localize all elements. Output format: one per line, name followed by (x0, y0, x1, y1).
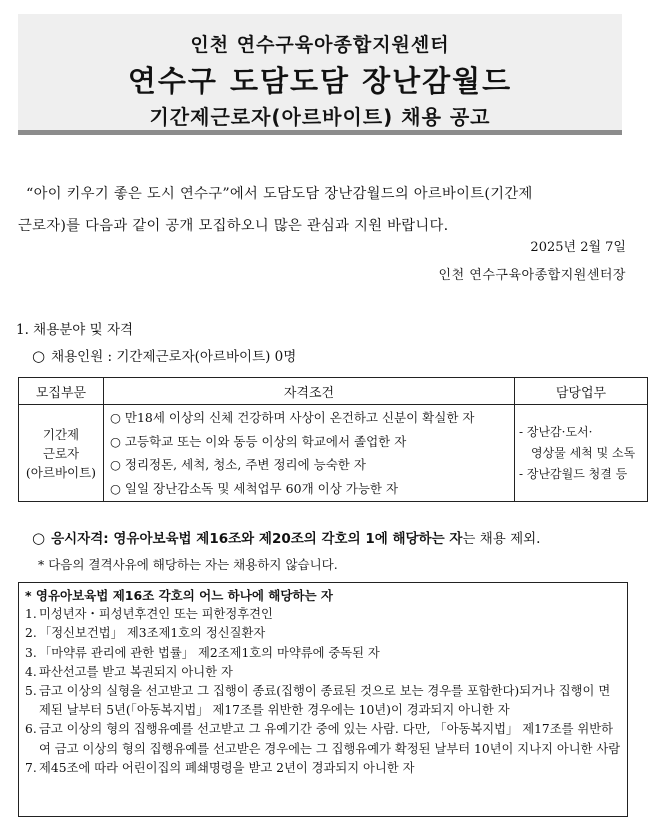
condition-item: ○ 일일 장난감소독 및 세척업무 60개 이상 가능한 자 (110, 480, 399, 496)
circle-bullet: ○ (32, 347, 46, 365)
page-subtitle: 기간제근로자(아르바이트) 채용 공고 (149, 105, 491, 129)
dept-line: (아르바이트) (25, 464, 97, 480)
condition-item: ○ 고등학교 또는 이와 동등 이상의 학교에서 졸업한 자 (110, 433, 407, 449)
list-item (25, 682, 621, 720)
intro-paragraph (18, 178, 628, 242)
condition-item: ○ 정리정돈, 세척, 청소, 주변 정리에 능숙한 자 (110, 457, 366, 472)
list-item (25, 624, 621, 643)
conditions-cell (104, 405, 515, 502)
item-number: 3. (25, 645, 37, 660)
item-text: 금고 이상의 실형을 선고받고 그 집행이 종료(집행이 종료된 것으로 보는 경우를 포함한다)되거나 집행이 면제된 날부터 5년(「아동복지법」 제17조를 위반한 경우에는 10년)이 경과되지 아니한 자 (39, 684, 611, 718)
list-item (25, 663, 621, 682)
dept-cell (19, 405, 104, 502)
header-conditions: 자격조건 (104, 378, 515, 405)
duty-item: - 장난감월드 청결 등 (519, 466, 628, 481)
item-text: 파산선고를 받고 복권되지 아니한 자 (39, 664, 233, 679)
table-row (19, 405, 648, 502)
item-text: 제45조에 따라 어린이집의 폐쇄명령을 받고 2년이 경과되지 아니한 자 (39, 760, 415, 775)
title-box (18, 14, 622, 135)
list-item (25, 759, 621, 778)
intro-line-2: 근로자)를 다음과 같이 공개 모집하오니 많은 관심과 지원 바랍니다. (18, 218, 449, 234)
header-dept: 모집부문 (19, 378, 104, 405)
list-item (25, 644, 621, 663)
item-number: 2. (25, 626, 37, 641)
item-text: 「정신보건법」 제3조제1호의 정신질환자 (39, 626, 266, 641)
item-text: 미성년자・피성년후견인 또는 피한정후견인 (39, 607, 273, 622)
item-text: 금고 이상의 형의 집행유예를 선고받고 그 유예기간 중에 있는 사람. 다만, 「아동복지법」 제17조를 위반하여 금고 이상의 형의 집행유예를 선고받은 경우에는 그 집행유예가 확정된 날부터 10년이 지나지 아니한 사람 (39, 722, 621, 756)
header-duties: 담당업무 (515, 378, 648, 405)
dept-line: 근로자 (42, 445, 80, 461)
announcement-date: 2025년 2월 7일 (530, 240, 626, 255)
intro-line-1: “아이 키우기 좋은 도시 연수구”에서 도담도담 장난감월드의 아르바이트(기간제 (26, 186, 533, 202)
item-number: 1. (25, 607, 37, 622)
duty-item: 영상물 세척 및 소독 (531, 445, 636, 460)
list-item (25, 720, 621, 758)
page-title: 연수구 도담도담 장난감월드 (127, 64, 513, 98)
duties-cell (515, 405, 648, 502)
table-header-row (19, 378, 648, 405)
org-name: 인천 연수구육아종합지원센터 (190, 34, 450, 56)
dept-line: 기간제 (42, 426, 80, 442)
section-heading: 1. 채용분야 및 자격 (16, 322, 134, 338)
recruit-text: 채용인원 : 기간제근로자(아르바이트) 0명 (51, 349, 297, 365)
circle-bullet: ○ (32, 529, 46, 547)
disqualification-note: * 다음의 결격사유에 해당하는 자는 채용하지 않습니다. (38, 557, 338, 572)
disqualification-box (18, 582, 628, 817)
signer: 인천 연수구육아종합지원센터장 (438, 268, 626, 283)
item-text: 「마약류 관리에 관한 법률」 제2조제1호의 마약류에 중독된 자 (39, 645, 380, 660)
eligibility-line (32, 527, 540, 547)
eligibility-bold: 응시자격: 영유아보육법 제16조와 제20조의 각호의 1에 해당하는 자 (51, 531, 463, 547)
item-number: 6. (25, 722, 37, 737)
recruit-count (32, 345, 296, 365)
list-item (25, 605, 621, 624)
condition-item: ○ 만18세 이상의 신체 건강하며 사상이 온건하고 신분이 확실한 자 (110, 410, 475, 425)
item-number: 4. (25, 664, 37, 679)
duty-item: - 장난감·도서· (519, 424, 593, 439)
qualification-table (18, 377, 648, 502)
eligibility-rest: 는 채용 제외. (462, 531, 541, 547)
disqualification-heading: * 영유아보육법 제16조 각호의 어느 하나에 해당하는 자 (25, 588, 333, 603)
item-number: 7. (25, 760, 37, 775)
item-number: 5. (25, 684, 37, 699)
